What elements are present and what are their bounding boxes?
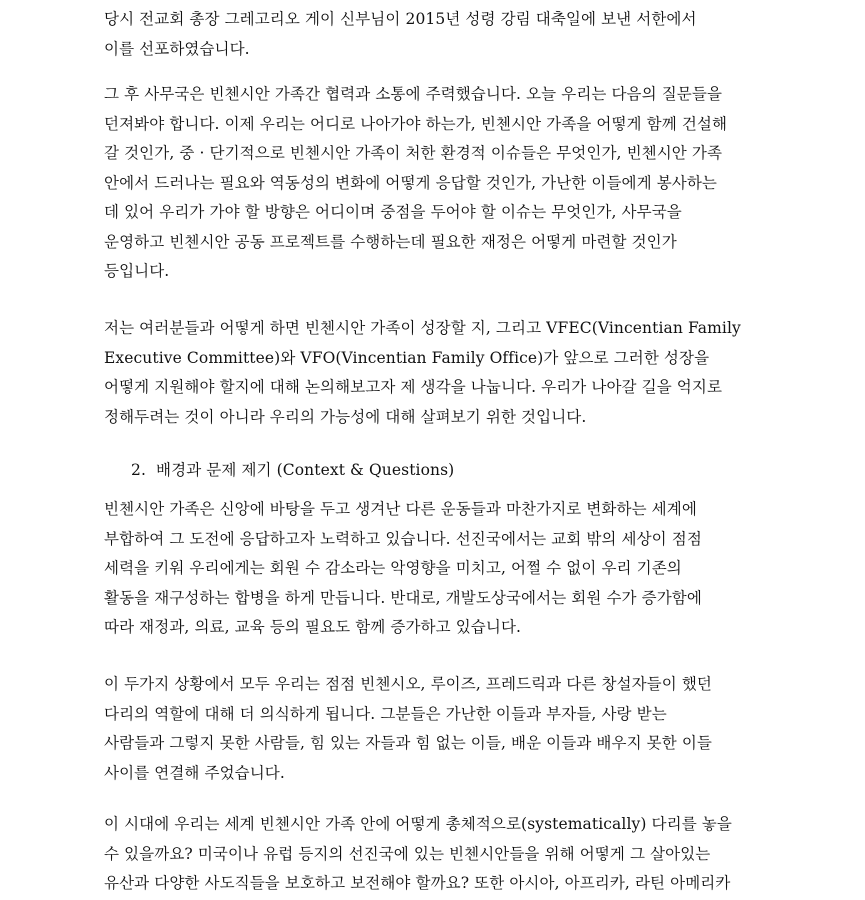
text-line: 저는 여러분들과 어떻게 하면 빈첸시안 가족이 성장할 지, 그리고 VFEC(Vincentian Family bbox=[104, 319, 741, 337]
text-line: 어떻게 지원해야 할지에 대해 논의해보고자 제 생각을 나눕니다. 우리가 나아갈 길을 억지로 bbox=[104, 378, 723, 396]
text-line: 이 두가지 상황에서 모두 우리는 점점 빈첸시오, 루이즈, 프레드릭과 다른 창설자들이 했던 bbox=[104, 675, 712, 693]
paragraph-5 bbox=[104, 670, 804, 788]
text-line: 그 후 사무국은 빈첸시안 가족간 협력과 소통에 주력했습니다. 오늘 우리는 다음의 질문들을 bbox=[104, 85, 723, 103]
text-line: 부합하여 그 도전에 응답하고자 노력하고 있습니다. 선진국에서는 교회 밖의 세상이 점점 bbox=[104, 529, 702, 548]
paragraph-3 bbox=[104, 314, 804, 432]
text-line: 빈첸시안 가족은 신앙에 바탕을 두고 생겨난 다른 운동들과 마찬가지로 변화하는 세계에 bbox=[104, 500, 697, 518]
text-line: 정해두려는 것이 아니라 우리의 가능성에 대해 살펴보기 위한 것입니다. bbox=[104, 407, 587, 426]
paragraph-4 bbox=[104, 495, 804, 643]
text-line: 이를 선포하였습니다. bbox=[104, 39, 250, 58]
text-line: 갈 것인가, 중 · 단기적으로 빈첸시안 가족이 처한 환경적 이슈들은 무엇인가, 빈첸시안 가족 bbox=[104, 144, 723, 162]
paragraph-1 bbox=[104, 5, 804, 64]
text-line: 사람들과 그렇지 못한 사람들, 힘 있는 자들과 힘 없는 이들, 배운 이들과 배우지 못한 이들 bbox=[104, 734, 712, 752]
text-line: Executive Committee)와 VFO(Vincentian Family Office)가 앞으로 그러한 성장을 bbox=[104, 348, 710, 367]
text-line: 따라 재정과, 의료, 교육 등의 필요도 함께 증가하고 있습니다. bbox=[104, 618, 522, 636]
text-line: 수 있을까요? 미국이나 유럽 등지의 선진국에 있는 빈첸시안들을 위해 어떻게 그 살아있는 bbox=[104, 844, 711, 863]
text-line: 등입니다. bbox=[104, 262, 170, 280]
section-heading-text: 2. 배경과 문제 제기 (Context & Questions) bbox=[131, 461, 455, 479]
text-line: 던져봐야 합니다. 이제 우리는 어디로 나아가야 하는가, 빈첸시안 가족을 어떻게 함께 건설해 bbox=[104, 114, 728, 133]
text-line: 사이를 연결해 주었습니다. bbox=[104, 763, 285, 782]
text-line: 활동을 재구성하는 합병을 하게 만듭니다. 반대로, 개발도상국에서는 회원 수가 증가함에 bbox=[104, 588, 702, 607]
text-line: 당시 전교회 총장 그레고리오 게이 신부님이 2015년 성령 강림 대축일에 보낸 서한에서 bbox=[104, 10, 697, 28]
text-line: 다리의 역할에 대해 더 의식하게 됩니다. 그분들은 가난한 이들과 부자들, 사랑 받는 bbox=[104, 704, 667, 723]
section-heading bbox=[131, 456, 454, 486]
paragraph-6 bbox=[104, 810, 804, 899]
text-line: 유산과 다양한 사도직들을 보호하고 보전해야 할까요? 또한 아시아, 아프리카, 라틴 아메리카 bbox=[104, 874, 731, 892]
text-line: 운영하고 빈첸시안 공동 프로젝트를 수행하는데 필요한 재정은 어떻게 마련할 것인가 bbox=[104, 232, 677, 251]
text-line: 세력을 키워 우리에게는 회원 수 감소라는 악영향을 미치고, 어쩔 수 없이 우리 기존의 bbox=[104, 559, 682, 577]
text-line: 안에서 드러나는 필요와 역동성의 변화에 어떻게 응답할 것인가, 가난한 이들에게 봉사하는 bbox=[104, 173, 718, 192]
text-line: 이 시대에 우리는 세계 빈첸시안 가족 안에 어떻게 총체적으로(systematically) 다리를 놓을 bbox=[104, 815, 732, 833]
text-line: 데 있어 우리가 가야 할 방향은 어디이며 중점을 두어야 할 이슈는 무엇인가, 사무국을 bbox=[104, 203, 682, 221]
paragraph-2 bbox=[104, 80, 804, 287]
